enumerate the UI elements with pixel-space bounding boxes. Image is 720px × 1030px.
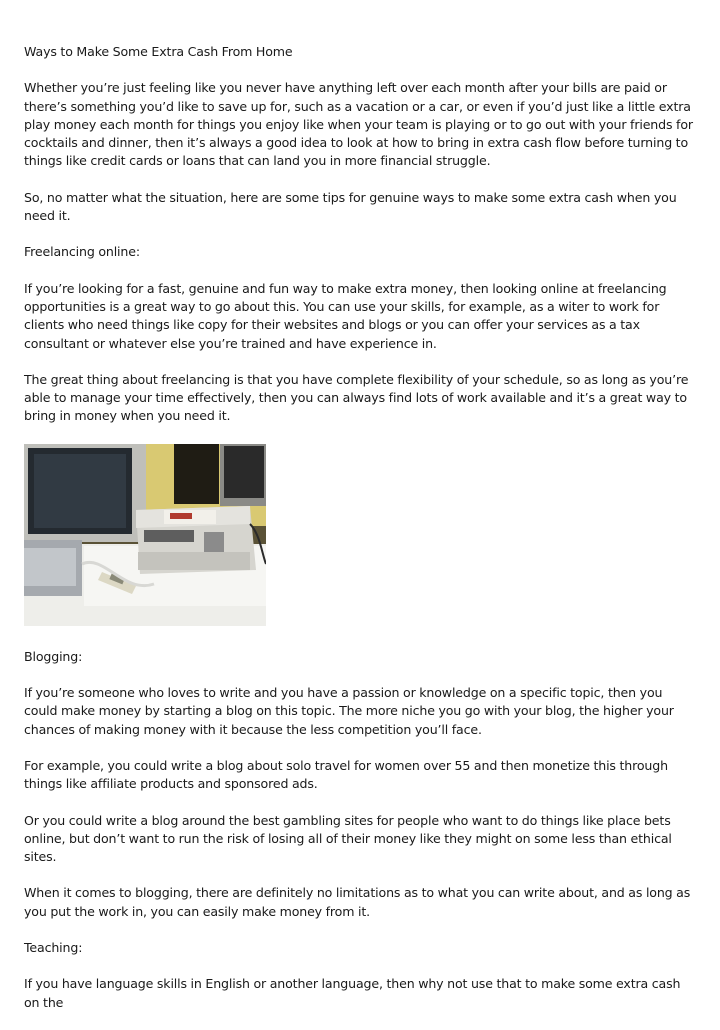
article-title: Ways to Make Some Extra Cash From Home	[24, 44, 293, 59]
dark-wall-gap	[174, 444, 219, 504]
article	[24, 43, 694, 1030]
section-heading-freelancing: Freelancing online:	[24, 244, 140, 260]
intro-paragraph: Whether you’re just feeling like you never have anything left over each month after your bills are paid or there’s something you’d like to save up for, such as a vacation or a car, or even if you’d just like a little extra play money each month for things you enjoy like when your team is playing or to go out with your friends for cocktails and dinner, then it’s always a good idea to look at how to bring in extra cash flow before turning to things like credit cards or loans that can land you in more financial struggle.	[24, 80, 693, 169]
section-heading-teaching: Teaching:	[24, 940, 83, 956]
teaching-paragraph-1: If you have language skills in English or another language, then why not use that to make some extra cash on the	[24, 976, 681, 1010]
blogging-paragraph-4: When it comes to blogging, there are definitely no limitations as to what you can write about, and as long as you put the work in, you can easily make money from it.	[24, 885, 691, 919]
nes-slot	[144, 530, 194, 542]
blogging-paragraph-1: If you’re someone who loves to write and you have a passion or knowledge on a specific topic, then you could make money by starting a blog on this topic. The more niche you go with your blog, the higher your chances of making money with it because the less competition you’ll face.	[24, 685, 674, 737]
right-tv-screen	[224, 446, 264, 498]
tips-intro-paragraph: So, no matter what the situation, here are some tips for genuine ways to make some extra cash when you need it.	[24, 189, 677, 224]
freelancing-paragraph-2: The great thing about freelancing is that you have complete flexibility of your schedule, so as long as you’re able to manage your time effectively, then you can always find lots of work available and it’s a great way to bring in money when you need it.	[24, 371, 689, 424]
console-photo	[24, 444, 266, 626]
freelancing-paragraph-1: If you’re looking for a fast, genuine and fun way to make extra money, then looking online at freelancing opportunities is a great way to go about this. You can use your skills, for example, as a witer to work for clients who need things like copy for their websites and blogs or you can offer your services as a tax consultant or whatever else you’re trained and have experience in.	[24, 280, 667, 351]
section-heading-blogging: Blogging:	[24, 648, 83, 664]
blogging-paragraph-2: For example, you could write a blog about solo travel for women over 55 and then monetize this through things like affiliate products and sponsored ads.	[24, 757, 668, 792]
blogging-paragraph-3: Or you could write a blog around the best gambling sites for people who want to do things like place bets online, but don’t want to run the risk of losing all of their money like they might on some less than ethical sites.	[24, 812, 672, 865]
nes-logo	[170, 513, 192, 519]
